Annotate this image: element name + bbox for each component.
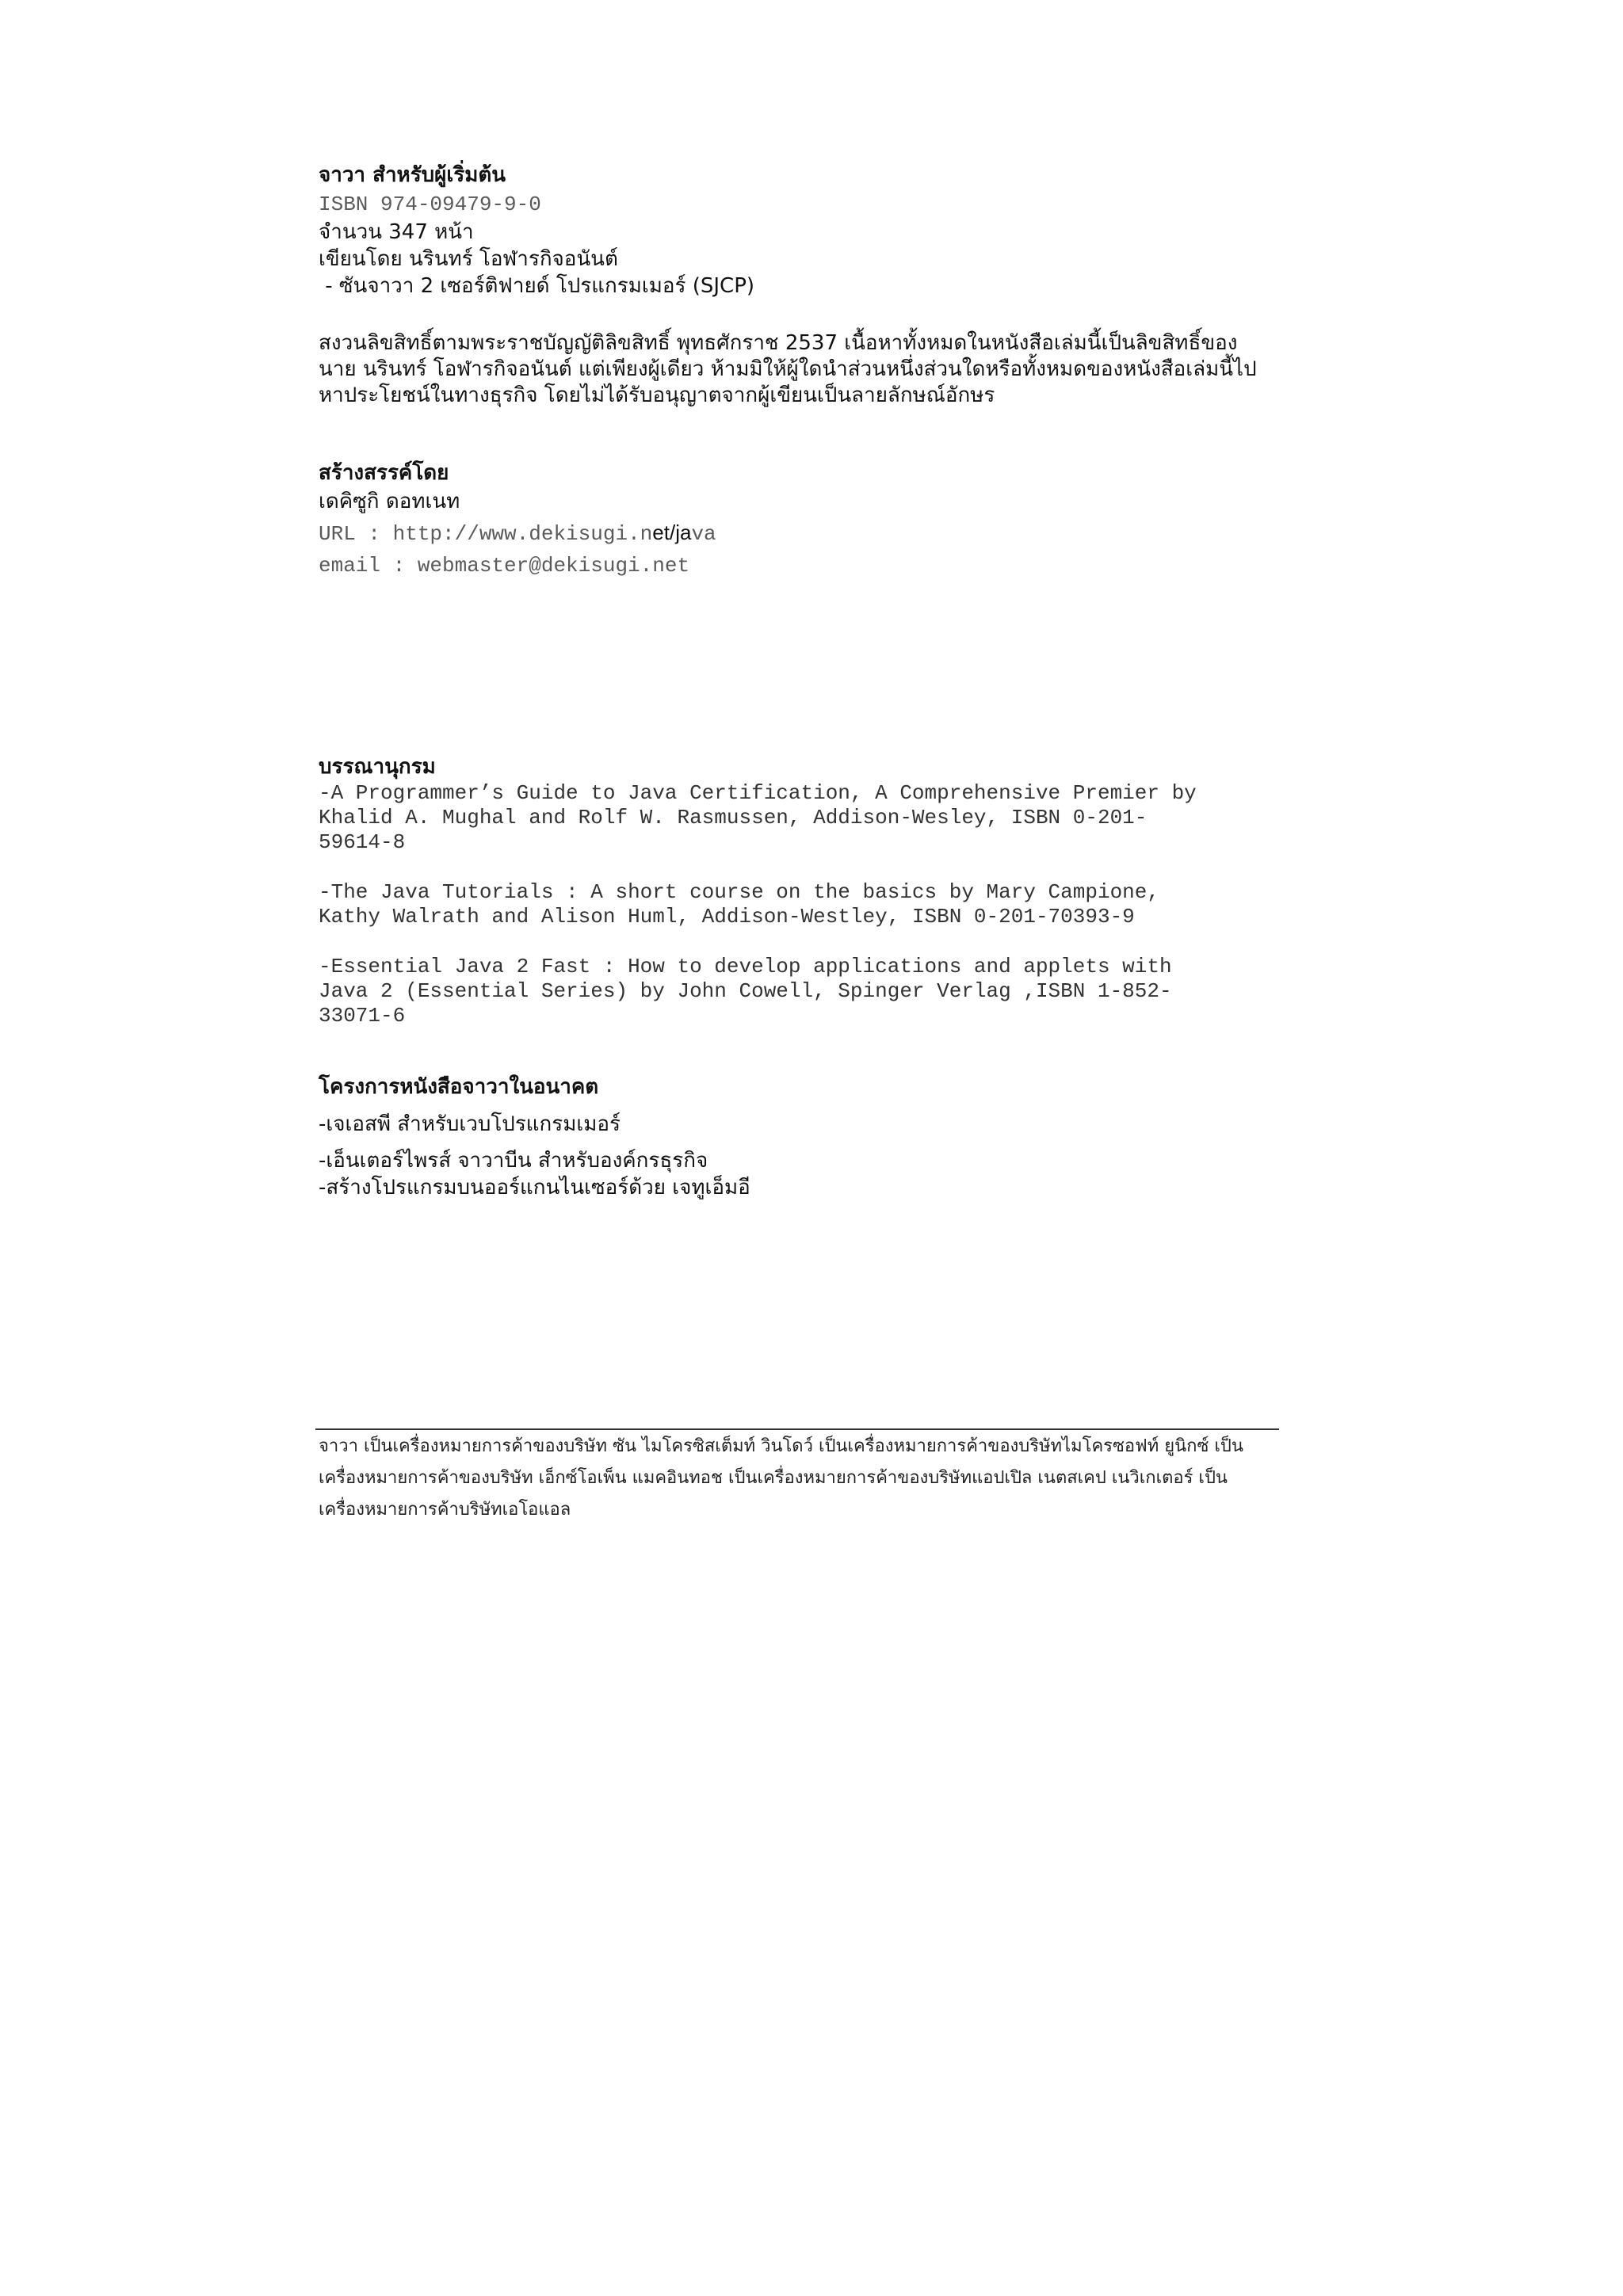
creator-heading: สร้างสรรค์โดย — [319, 461, 449, 485]
copyright-line-2: นาย นรินทร์ โอฬารกิจอนันต์ แต่เพียงผู้เดียว ห้ามมิให้ผู้ใดนำส่วนหนึ่งส่วนใดหรือทั้งหมดของหนังสือเล่มนี้ไป — [319, 357, 1257, 381]
bibliography-entry-1-line-2: Khalid A. Mughal and Rolf W. Rasmussen, Addison-Wesley, ISBN 0-201- — [319, 806, 1148, 830]
creator-section — [319, 459, 1285, 578]
bibliography-entry — [319, 955, 1285, 1028]
certification-text: - ซันจาวา 2 เซอร์ติฟายด์ โปรแกรมเมอร์ (SJCP) — [319, 274, 755, 298]
author-text: เขียนโดย นรินทร์ โอฬารกิจอนันต์ — [319, 247, 618, 271]
future-project-item: -เจเอสพี สำหรับเวบโปรแกรมเมอร์ — [319, 1112, 621, 1136]
page-count-text: จำนวน 347 หน้า — [319, 220, 474, 244]
future-projects-section — [319, 1073, 1285, 1201]
bibliography-entry-3-line-2: Java 2 (Essential Series) by John Cowell, Spinger Verlag ,ISBN 1-852- — [319, 979, 1172, 1003]
footer-divider — [315, 1428, 1279, 1430]
copyright-notice — [319, 330, 1285, 409]
creator-url[interactable] — [319, 521, 1285, 547]
url-suffix: va — [691, 522, 716, 546]
bibliography-entry — [319, 880, 1285, 929]
creator-email[interactable]: email : webmaster@dekisugi.net — [319, 554, 690, 578]
url-middle: et/ja — [652, 521, 692, 544]
bibliography-entry-1-line-1: -A Programmer’s Guide to Java Certification, A Comprehensive Premier by — [319, 781, 1197, 805]
trademark-line-1: จาวา เป็นเครื่องหมายการค้าของบริษัท ซัน ไมโครซิสเต็มท์ วินโดว์ เป็นเครื่องหมายการค้าของบริษัทไมโครซอฟท์ ยูนิกซ์ เป็น — [319, 1436, 1243, 1456]
future-project-item: -สร้างโปรแกรมบนออร์แกนไนเซอร์ด้วย เจทูเอ็มอี — [319, 1176, 750, 1199]
bibliography-entry-1-line-3: 59614-8 — [319, 830, 406, 854]
bibliography-entry-2-line-2: Kathy Walrath and Alison Huml, Addison-Westley, ISBN 0-201-70393-9 — [319, 905, 1135, 929]
isbn-text: ISBN 974-09479-9-0 — [319, 193, 541, 216]
bibliography-heading: บรรณานุกรม — [319, 755, 436, 779]
future-project-item: -เอ็นเตอร์ไพรส์ จาวาบีน สำหรับองค์กรธุรกิจ — [319, 1149, 708, 1173]
bibliography-section — [319, 753, 1285, 1028]
bibliography-entry-2-line-1: -The Java Tutorials : A short course on the basics by Mary Campione, — [319, 880, 1159, 904]
trademark-line-3: เครื่องหมายการค้าบริษัทเอโอแอล — [319, 1500, 571, 1520]
book-info — [319, 161, 1285, 299]
url-prefix: URL : http://www.dekisugi.n — [319, 522, 653, 546]
bibliography-entry-3-line-3: 33071-6 — [319, 1004, 406, 1028]
copyright-line-1: สงวนลิขสิทธิ์ตามพระราชบัญญัติลิขสิทธิ์ พุทธศักราช 2537 เนื้อหาทั้งหมดในหนังสือเล่มนี้เป็นลิขสิทธิ์ของ — [319, 331, 1238, 355]
book-title: จาวา สำหรับผู้เริ่มต้น — [319, 163, 506, 187]
trademark-line-2: เครื่องหมายการค้าของบริษัท เอ็กซ์โอเพ็น แมคอินทอช เป็นเครื่องหมายการค้าของบริษัทแอปเปิล เนตสเคป เนวิเกเตอร์ เป็น — [319, 1468, 1228, 1488]
copyright-line-3: หาประโยชน์ในทางธุรกิจ โดยไม่ได้รับอนุญาตจากผู้เขียนเป็นลายลักษณ์อักษร — [319, 383, 995, 407]
future-projects-heading: โครงการหนังสือจาวาในอนาคต — [319, 1075, 599, 1099]
bibliography-entry — [319, 781, 1285, 855]
creator-name: เดคิซูกิ ดอทเนท — [319, 490, 460, 513]
bibliography-entry-3-line-1: -Essential Java 2 Fast : How to develop applications and applets with — [319, 955, 1172, 978]
trademark-notice — [319, 1431, 1285, 1526]
